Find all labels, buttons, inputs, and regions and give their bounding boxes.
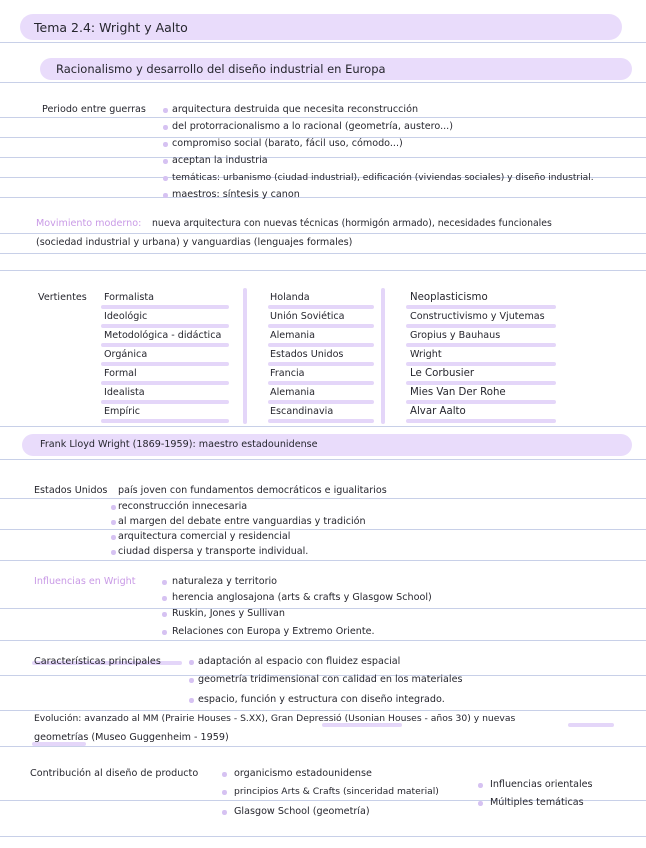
- row-underline: [101, 400, 229, 404]
- row-underline: [101, 305, 229, 309]
- influencias-item: Ruskin, Jones y Sullivan: [172, 608, 285, 619]
- bullet-icon: [163, 159, 168, 164]
- influencias-item: herencia anglosajona (arts & crafts y Glasgow School): [172, 592, 432, 603]
- bullet-icon: [163, 193, 168, 198]
- pais-cell: Holanda: [270, 292, 310, 303]
- rule-line: [0, 498, 646, 499]
- vertiente-cell: Idealista: [104, 387, 145, 398]
- contribucion-item: principios Arts & Crafts (sinceridad material): [234, 786, 439, 797]
- rule-line: [0, 710, 646, 711]
- row-underline: [406, 362, 556, 366]
- row-underline: [406, 343, 556, 347]
- vertiente-cell: Metodológica - didáctica: [104, 330, 222, 341]
- row-underline: [268, 362, 374, 366]
- periodo-item: aceptan la industria: [172, 155, 268, 166]
- pais-cell: Alemania: [270, 330, 315, 341]
- pais-cell: Unión Soviética: [270, 311, 345, 322]
- row-underline: [268, 419, 374, 423]
- eeuu-item: ciudad dispersa y transporte individual.: [118, 546, 309, 557]
- periodo-item: temáticas: urbanismo (ciudad industrial), edificación (viviendas sociales) y diseño industrial.: [172, 173, 594, 183]
- evolucion-text: geometrías (Museo Guggenheim - 1959): [34, 732, 229, 743]
- row-underline: [101, 362, 229, 366]
- row-underline: [406, 400, 556, 404]
- row-underline: [268, 400, 374, 404]
- caracteristicas-label: Características principales: [34, 656, 161, 667]
- bullet-icon: [162, 580, 167, 585]
- bullet-icon: [189, 660, 194, 665]
- column-divider: [381, 288, 385, 424]
- eeuu-item: arquitectura comercial y residencial: [118, 531, 291, 542]
- row-underline: [406, 324, 556, 328]
- row-underline: [406, 381, 556, 385]
- ejemplo-cell: Alvar Aalto: [410, 406, 466, 417]
- bullet-icon: [222, 790, 227, 795]
- bullet-icon: [111, 535, 116, 540]
- eeuu-item: al margen del debate entre vanguardias y tradición: [118, 516, 366, 527]
- bullet-icon: [163, 142, 168, 147]
- ejemplo-cell: Mies Van Der Rohe: [410, 387, 506, 398]
- pais-cell: Escandinavia: [270, 406, 334, 417]
- eeuu-item: reconstrucción innecesaria: [118, 501, 248, 512]
- page-title: Tema 2.4: Wright y Aalto: [34, 20, 188, 35]
- contribucion-side-item: Influencias orientales: [490, 779, 593, 790]
- vertiente-cell: Formal: [104, 368, 137, 379]
- movimiento-text: nueva arquitectura con nuevas técnicas (hormigón armado), necesidades funcionales: [152, 218, 552, 229]
- row-underline: [406, 419, 556, 423]
- vertiente-cell: Orgánica: [104, 349, 148, 360]
- bullet-icon: [478, 801, 483, 806]
- movimiento-label: Movimiento moderno:: [36, 218, 142, 229]
- bullet-icon: [162, 596, 167, 601]
- periodo-item: arquitectura destruida que necesita reconstrucción: [172, 104, 419, 115]
- bullet-icon: [163, 176, 168, 181]
- bullet-icon: [162, 612, 167, 617]
- contribucion-side-item: Múltiples temáticas: [490, 797, 584, 808]
- vertiente-cell: Formalista: [104, 292, 155, 303]
- rule-line: [0, 529, 646, 530]
- bullet-icon: [111, 520, 116, 525]
- periodo-item: maestros: síntesis y canon: [172, 189, 300, 200]
- rule-line: [0, 117, 646, 118]
- pais-cell: Francia: [270, 368, 305, 379]
- row-underline: [101, 343, 229, 347]
- rule-line: [0, 560, 646, 561]
- eeuu-lead: país joven con fundamentos democráticos e igualitarios: [118, 485, 387, 496]
- rule-line: [0, 42, 646, 43]
- ejemplo-cell: Le Corbusier: [410, 368, 475, 379]
- rule-line: [0, 426, 646, 427]
- page-subtitle: Racionalismo y desarrollo del diseño industrial en Europa: [56, 62, 386, 76]
- row-underline: [406, 305, 556, 309]
- row-underline: [268, 324, 374, 328]
- caracteristicas-item: geometría tridimensional con calidad en los materiales: [198, 674, 463, 685]
- column-divider: [243, 288, 247, 424]
- row-underline: [101, 381, 229, 385]
- rule-line: [0, 836, 646, 837]
- eeuu-label: Estados Unidos: [34, 485, 108, 496]
- bullet-icon: [189, 678, 194, 683]
- influencias-item: naturaleza y territorio: [172, 576, 278, 587]
- row-underline: [101, 419, 229, 423]
- bullet-icon: [478, 783, 483, 788]
- bullet-icon: [111, 505, 116, 510]
- row-underline: [101, 324, 229, 328]
- text-underline: [568, 723, 614, 727]
- ejemplo-cell: Constructivismo y Vjutemas: [410, 311, 545, 322]
- movimiento-text: (sociedad industrial y urbana) y vanguardias (lenguajes formales): [36, 237, 353, 248]
- contribucion-item: Glasgow School (geometría): [234, 806, 370, 817]
- caracteristicas-item: adaptación al espacio con fluidez espacial: [198, 656, 401, 667]
- row-underline: [268, 381, 374, 385]
- ejemplo-cell: Wright: [410, 349, 442, 360]
- rule-line: [0, 270, 646, 271]
- vertiente-cell: Ideológic: [104, 311, 148, 322]
- contribucion-label: Contribución al diseño de producto: [30, 768, 199, 779]
- bullet-icon: [189, 698, 194, 703]
- pais-cell: Estados Unidos: [270, 349, 344, 360]
- rule-line: [0, 640, 646, 641]
- vertientes-label: Vertientes: [38, 292, 87, 303]
- influencias-label: Influencias en Wright: [34, 576, 136, 587]
- bullet-icon: [163, 125, 168, 130]
- rule-line: [0, 82, 646, 83]
- rule-line: [0, 233, 646, 234]
- row-underline: [268, 343, 374, 347]
- influencias-item: Relaciones con Europa y Extremo Oriente.: [172, 626, 375, 637]
- bullet-icon: [111, 550, 116, 555]
- bullet-icon: [222, 810, 227, 815]
- contribucion-item: organicismo estadounidense: [234, 768, 372, 779]
- evolucion-text: Evolución: avanzado al MM (Prairie Houses - S.XX), Gran Depressió (Usonian Houses - años 30) y nuevas: [34, 713, 516, 724]
- rule-line: [0, 157, 646, 158]
- rule-line: [0, 253, 646, 254]
- periodo-label: Periodo entre guerras: [42, 104, 146, 115]
- rule-line: [0, 459, 646, 460]
- row-underline: [268, 305, 374, 309]
- wright-header: Frank Lloyd Wright (1869-1959): maestro estadounidense: [40, 439, 318, 450]
- bullet-icon: [163, 108, 168, 113]
- vertiente-cell: Empíric: [104, 406, 141, 417]
- periodo-item: compromiso social (barato, fácil uso, cómodo...): [172, 138, 403, 149]
- periodo-item: del protorracionalismo a lo racional (geometría, austero...): [172, 121, 453, 132]
- bullet-icon: [162, 630, 167, 635]
- rule-line: [0, 746, 646, 747]
- bullet-icon: [222, 772, 227, 777]
- pais-cell: Alemania: [270, 387, 315, 398]
- ejemplo-cell: Neoplasticismo: [410, 292, 488, 303]
- ejemplo-cell: Gropius y Bauhaus: [410, 330, 501, 341]
- rule-line: [0, 197, 646, 198]
- caracteristicas-item: espacio, función y estructura con diseño integrado.: [198, 694, 445, 705]
- rule-line: [0, 608, 646, 609]
